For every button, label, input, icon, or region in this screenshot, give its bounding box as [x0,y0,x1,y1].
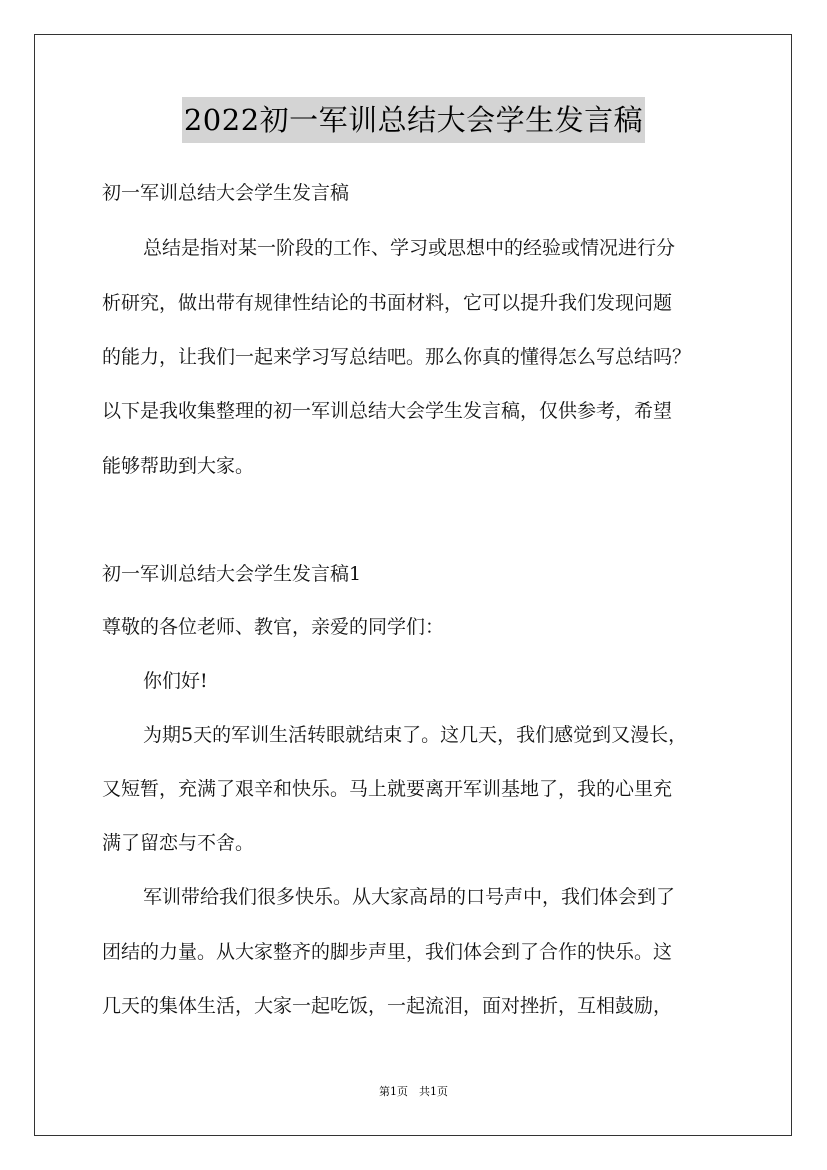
paragraph-line: 几天的集体生活，大家一起吃饭，一起流泪，面对挫折，互相鼓励， [102,995,673,1017]
intro-line: 析研究，做出带有规律性结论的书面材料，它可以提升我们发现问题 [102,292,673,314]
intro-line: 能够帮助到大家。 [102,455,255,477]
paragraph-line: 军训带给我们很多快乐。从大家高昂的口号声中，我们体会到了 [143,886,676,908]
document-subtitle: 初一军训总结大会学生发言稿 [102,182,350,204]
salutation: 尊敬的各位老师、教官，亲爱的同学们： [102,616,445,638]
intro-line: 的能力，让我们一起来学习写总结吧。那么你真的懂得怎么写总结吗？ [102,346,692,368]
intro-line: 总结是指对某一阶段的工作、学习或思想中的经验或情况进行分 [143,237,676,259]
document-title: 2022初一军训总结大会学生发言稿 [182,97,645,143]
greeting: 你们好! [143,670,208,692]
paragraph-line: 又短暂，充满了艰辛和快乐。马上就要离开军训基地了，我的心里充 [102,778,673,800]
title-container [0,97,827,143]
intro-line: 以下是我收集整理的初一军训总结大会学生发言稿，仅供参考，希望 [102,400,673,422]
paragraph-line: 满了留恋与不舍。 [102,832,255,854]
paragraph-line: 为期5天的军训生活转眼就结束了。这几天，我们感觉到又漫长， [143,724,688,746]
paragraph-line: 团结的力量。从大家整齐的脚步声里，我们体会到了合作的快乐。这 [102,941,673,963]
page-number-footer: 第1页 共1页 [379,1085,448,1098]
section-title: 初一军训总结大会学生发言稿1 [102,563,362,585]
